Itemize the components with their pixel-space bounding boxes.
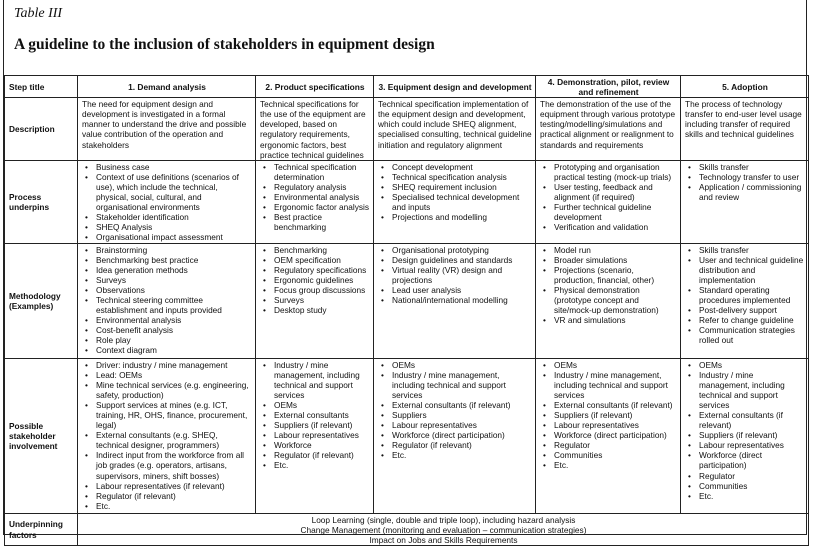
list-item: • Focus group discussions (274, 285, 370, 295)
table-row (5, 358, 809, 513)
list-item: • Industry / mine management, including technical and support services (392, 370, 532, 400)
list-item: • VR and simulations (554, 315, 677, 325)
row-header: Underpinning factors (5, 513, 78, 545)
list-item: • External consultants (if relevant) (699, 410, 805, 430)
table-cell (78, 160, 256, 243)
list-item: • OEMs (274, 400, 370, 410)
underpinning-line: Loop Learning (single, double and triple loop), including hazard analysis (311, 514, 576, 525)
list-item: • Technical steering committee establishment and inputs provided (96, 295, 252, 315)
list-item: • User testing, feedback and alignment (if required) (554, 182, 677, 202)
header-row (5, 76, 809, 98)
table-cell (374, 243, 536, 358)
list-item: • Prototyping and organisation practical testing (mock-up trials) (554, 162, 677, 182)
list-item: • Labour representatives (699, 440, 805, 450)
list-item: • Further technical guideline development (554, 202, 677, 222)
list-item: • Suppliers (if relevant) (699, 430, 805, 440)
list-item: • Communities (699, 481, 805, 491)
list-item: • Technical specification analysis (392, 172, 532, 182)
bullet-list (685, 162, 805, 202)
list-item: • Environmental analysis (96, 315, 252, 325)
row-header: Methodology (Examples) (5, 243, 78, 358)
table-cell (681, 160, 809, 243)
table-title: A guideline to the inclusion of stakeholders in equipment design (14, 36, 435, 53)
list-item: • Industry / mine management, including technical and support services (699, 370, 805, 410)
list-item: • Observations (96, 285, 252, 295)
table-cell (374, 358, 536, 513)
list-item: • Idea generation methods (96, 265, 252, 275)
list-item: • Etc. (274, 460, 370, 470)
stakeholder-guideline-table (4, 75, 809, 546)
list-item: • Role play (96, 335, 252, 345)
table-cell (256, 160, 374, 243)
list-item: • Projections (scenario, production, financial, other) (554, 265, 677, 285)
list-item: • Benchmarking (274, 245, 370, 255)
bullet-list (378, 162, 532, 223)
list-item: • Workforce (direct participation) (554, 430, 677, 440)
bullet-list (260, 162, 370, 233)
list-item: • Desktop study (274, 305, 370, 315)
list-item: • Lead: OEMs (96, 370, 252, 380)
bullet-list (685, 360, 805, 501)
list-item: • Etc. (699, 491, 805, 501)
list-item: • User and technical guideline distribution and implementation (699, 255, 805, 285)
list-item: • Labour representatives (392, 420, 532, 430)
list-item: • Suppliers (392, 410, 532, 420)
list-item: • Verification and validation (554, 222, 677, 232)
list-item: • Benchmarking best practice (96, 255, 252, 265)
list-item: • Context of use definitions (scenarios of use), which include the technical, physical, social, cultural, and organisational environments (96, 172, 252, 212)
list-item: • Surveys (96, 275, 252, 285)
list-item: • Stakeholder identification (96, 212, 252, 222)
list-item: • Ergonomic factor analysis (274, 202, 370, 212)
header-cell: 5. Adoption (681, 76, 809, 98)
table-cell: Technical specification implementation of the equipment design and development, which could include SHEQ alignment, specialised consulting, technical guideline initiation and regulatory alignment (374, 98, 536, 161)
table-row (5, 160, 809, 243)
list-item: • Suppliers (if relevant) (554, 410, 677, 420)
list-item: • SHEQ Analysis (96, 222, 252, 232)
table-cell: Technical specifications for the use of the equipment are developed, based on regulatory requirements, ergonomic factors, best practice technical guidelines (256, 98, 374, 161)
list-item: • National/international modelling (392, 295, 532, 305)
list-item: • OEMs (699, 360, 805, 370)
table-row (5, 513, 809, 545)
table-cell (374, 160, 536, 243)
list-item: • Workforce (direct participation) (699, 450, 805, 470)
list-item: • Specialised technical development and inputs (392, 192, 532, 212)
underpinning-line: Impact on Jobs and Skills Requirements (369, 534, 518, 545)
bullet-list (540, 360, 677, 471)
header-cell: 4. Demonstration, pilot, review and refinement (536, 76, 681, 98)
list-item: • Best practice benchmarking (274, 212, 370, 232)
list-item: • Support services at mines (e.g. ICT, training, HR, OHS, finance, procurement, legal) (96, 400, 252, 430)
table-cell (681, 243, 809, 358)
list-item: • Broader simulations (554, 255, 677, 265)
table-cell (256, 358, 374, 513)
table-cell (78, 243, 256, 358)
bullet-list (260, 360, 370, 471)
list-item: • Workforce (direct participation) (392, 430, 532, 440)
row-header: Possible stakeholder involvement (5, 358, 78, 513)
bullet-list (82, 245, 252, 356)
list-item: • Organisational impact assessment (96, 232, 252, 242)
list-item: • Mine technical services (e.g. engineering, safety, production) (96, 380, 252, 400)
list-item: • Projections and modelling (392, 212, 532, 222)
list-item: • Business case (96, 162, 252, 172)
list-item: • Technology transfer to user (699, 172, 805, 182)
list-item: • Industry / mine management, including technical and support services (554, 370, 677, 400)
header-cell: Step title (5, 76, 78, 98)
bullet-list (540, 162, 677, 233)
list-item: • Ergonomic guidelines (274, 275, 370, 285)
list-item: • OEMs (554, 360, 677, 370)
list-item: • Workforce (274, 440, 370, 450)
list-item: • Design guidelines and standards (392, 255, 532, 265)
list-item: • Regulatory specifications (274, 265, 370, 275)
list-item: • Regulator (if relevant) (96, 491, 252, 501)
list-item: • Labour representatives (554, 420, 677, 430)
list-item: • Brainstorming (96, 245, 252, 255)
list-item: • Regulator (699, 471, 805, 481)
list-item: • Communities (554, 450, 677, 460)
list-item: • Standard operating procedures implemented (699, 285, 805, 305)
table-cell (256, 243, 374, 358)
table-cell (78, 358, 256, 513)
list-item: • Regulator (if relevant) (274, 450, 370, 460)
underpinning-cell (78, 513, 809, 545)
underpinning-line: Change Management (monitoring and evaluation – communication strategies) (300, 524, 587, 535)
table-cell (536, 160, 681, 243)
list-item: • Regulator (if relevant) (392, 440, 532, 450)
list-item: • Suppliers (if relevant) (274, 420, 370, 430)
bullet-list (540, 245, 677, 326)
bullet-list (260, 245, 370, 316)
list-item: • Driver: industry / mine management (96, 360, 252, 370)
list-item: • Regulatory analysis (274, 182, 370, 192)
list-item: • Cost-benefit analysis (96, 325, 252, 335)
bullet-list (378, 360, 532, 461)
list-item: • Skills transfer (699, 162, 805, 172)
table-cell (536, 243, 681, 358)
list-item: • OEMs (392, 360, 532, 370)
list-item: • Indirect input from the workforce from all job grades (e.g. operators, artisans, supervisors, miners, shift bosses) (96, 450, 252, 480)
bullet-list (82, 162, 252, 243)
bullet-list (82, 360, 252, 511)
list-item: • Etc. (96, 501, 252, 511)
list-item: • Industry / mine management, including technical and support services (274, 360, 370, 400)
table-cell: The process of technology transfer to end-user level usage including transfer of required skills and technical guidelines (681, 98, 809, 161)
list-item: • Refer to change guideline (699, 315, 805, 325)
list-item: • Organisational prototyping (392, 245, 532, 255)
list-item: • Virtual reality (VR) design and projections (392, 265, 532, 285)
table-cell: The demonstration of the use of the equipment through various prototype testing/modelling/simulations and practical alignment or realignment to standards and requirements (536, 98, 681, 161)
bullet-list (378, 245, 532, 306)
header-cell: 3. Equipment design and development (374, 76, 536, 98)
list-item: • OEM specification (274, 255, 370, 265)
table-cell: The need for equipment design and development is investigated in a formal manner to understand the drive and possible value contribution of the operation and stakeholders (78, 98, 256, 161)
list-item: • Concept development (392, 162, 532, 172)
row-header: Description (5, 98, 78, 161)
list-item: • Skills transfer (699, 245, 805, 255)
bullet-list (685, 245, 805, 346)
table-caption: Table III (14, 6, 63, 21)
list-item: • Surveys (274, 295, 370, 305)
list-item: • Communication strategies rolled out (699, 325, 805, 345)
list-item: • Model run (554, 245, 677, 255)
list-item: • Post-delivery support (699, 305, 805, 315)
list-item: • External consultants (if relevant) (392, 400, 532, 410)
list-item: • Etc. (392, 450, 532, 460)
table-row (5, 98, 809, 161)
list-item: • Labour representatives (if relevant) (96, 481, 252, 491)
table-cell (681, 358, 809, 513)
list-item: • SHEQ requirement inclusion (392, 182, 532, 192)
header-cell: 2. Product specifications (256, 76, 374, 98)
list-item: • External consultants (if relevant) (554, 400, 677, 410)
list-item: • External consultants (274, 410, 370, 420)
list-item: • Application / commissioning and review (699, 182, 805, 202)
list-item: • Technical specification determination (274, 162, 370, 182)
list-item: • Context diagram (96, 345, 252, 355)
table-row (5, 243, 809, 358)
row-header: Process underpins (5, 160, 78, 243)
list-item: • Labour representatives (274, 430, 370, 440)
list-item: • Physical demonstration (prototype concept and site/mock-up demonstration) (554, 285, 677, 315)
table-cell (536, 358, 681, 513)
list-item: • Lead user analysis (392, 285, 532, 295)
list-item: • Regulator (554, 440, 677, 450)
list-item: • Environmental analysis (274, 192, 370, 202)
list-item: • Etc. (554, 460, 677, 470)
header-cell: 1. Demand analysis (78, 76, 256, 98)
list-item: • External consultants (e.g. SHEQ, technical designer, programmers) (96, 430, 252, 450)
